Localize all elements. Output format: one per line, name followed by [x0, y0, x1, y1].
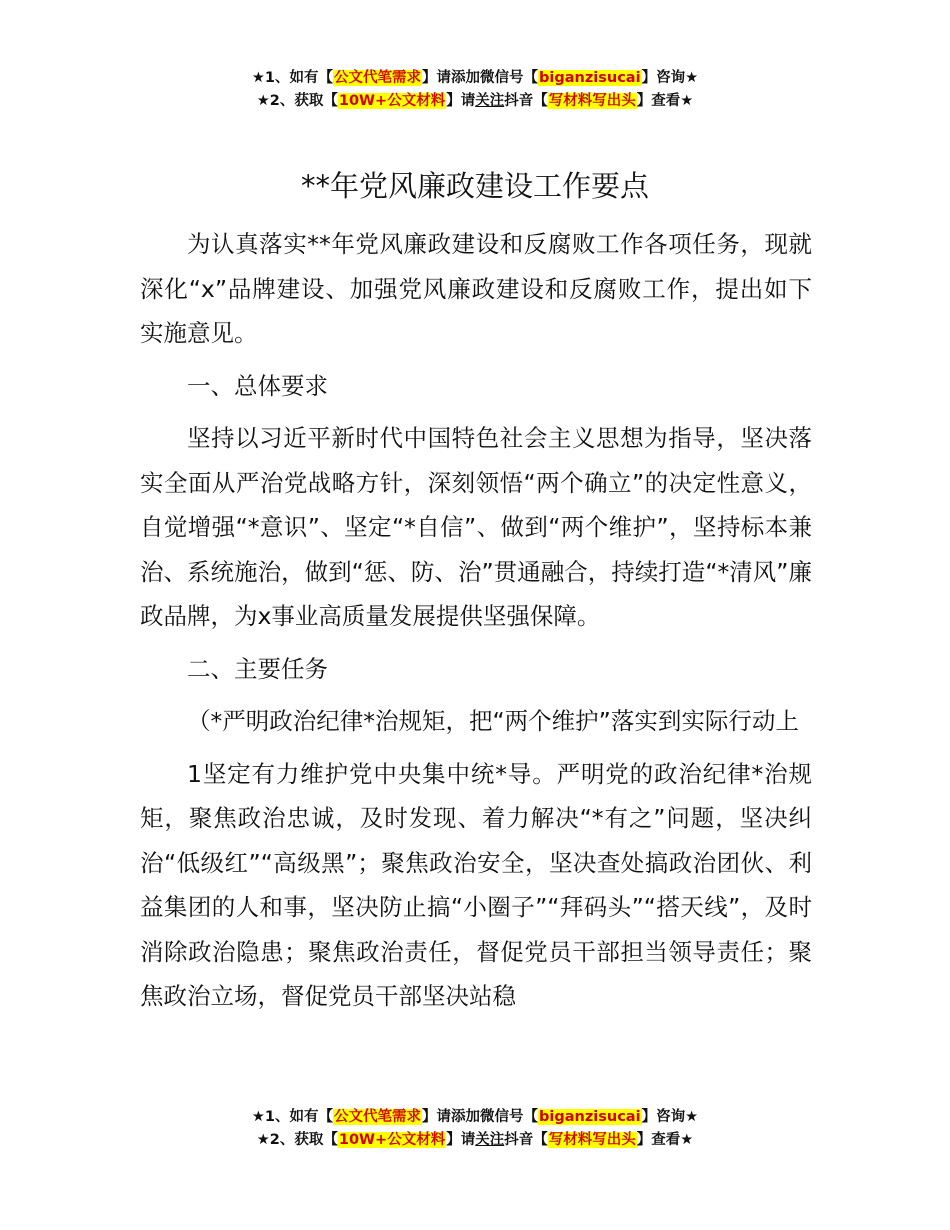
banner-line-1: [0, 1106, 950, 1129]
item-paragraph: 1坚定有力维护党中央集中统*导。严明党的政治纪律*治规矩，聚焦政治忠诚，及时发现、着力解决“*有之”问题，坚决纠治“低级红”“高级黑”；聚焦政治安全，坚决查处搞政治团伙、利益集团的人和事，坚决防止搞“小圈子”“拜码头”“搭天线”，及时消除政治隐患；聚焦政治责任，督促党员干部担当领导责任；聚焦政治立场，督促党员干部坚决站稳: [140, 759, 812, 1010]
banner-text: 】请: [446, 1132, 476, 1148]
header-banner: [0, 67, 950, 113]
wechat-id-highlight: biganzisucai: [539, 70, 641, 86]
banner-text: 】查看★: [636, 1132, 694, 1148]
banner-highlight: 10W+公文材料: [338, 1132, 446, 1148]
douyin-id-highlight: 写材料写出头: [548, 93, 636, 109]
document-title: **年党风廉政建设工作要点: [300, 169, 649, 203]
banner-text: 】查看★: [636, 93, 694, 109]
banner-text: 】请: [446, 93, 476, 109]
banner-highlight: 公文代笔需求: [334, 1109, 422, 1125]
general-requirements-paragraph: 坚持以习近平新时代中国特色社会主义思想为指导，坚决落实全面从严治党战略方针，深刻领悟“两个确立”的决定性意义，自觉增强“*意识”、坚定“*自信”、做到“两个维护”，坚持标本兼治、系统施治，做到“惩、防、治”贯通融合，持续打造“*清风”廉政品牌，为x事业高质量发展提供坚强保障。: [140, 424, 812, 630]
footer-banner: [0, 1106, 950, 1152]
banner-text: ★2、获取【: [256, 93, 338, 109]
section-heading-general-requirements: 一、总体要求: [187, 371, 328, 400]
intro-paragraph: 为认真落实**年党风廉政建设和反腐败工作各项任务，现就深化“x”品牌建设、加强党风廉政建设和反腐败工作，提出如下实施意见。: [140, 230, 812, 347]
banner-line-1: [0, 67, 950, 90]
banner-text: 】请添加微信号【: [422, 1109, 539, 1125]
banner-text: 抖音【: [504, 93, 548, 109]
banner-text: 抖音【: [504, 1132, 548, 1148]
wechat-id-highlight: biganzisucai: [539, 1109, 641, 1125]
section-heading-main-tasks: 二、主要任务: [187, 654, 328, 683]
banner-highlight: 公文代笔需求: [334, 70, 422, 86]
banner-underlined-text: 关注: [475, 1132, 505, 1148]
banner-line-2: [0, 1129, 950, 1152]
banner-text: ★2、获取【: [256, 1132, 338, 1148]
banner-highlight: 10W+公文材料: [338, 93, 446, 109]
subsection-heading: （*严明政治纪律*治规矩，把“两个维护”落实到实际行动上: [187, 707, 799, 735]
banner-text: 】咨询★: [641, 1109, 699, 1125]
banner-text: 】请添加微信号【: [422, 70, 539, 86]
banner-text: ★1、如有【: [251, 70, 334, 86]
document-body: [140, 222, 812, 1019]
banner-text: 】咨询★: [641, 70, 699, 86]
banner-line-2: [0, 90, 950, 113]
douyin-id-highlight: 写材料写出头: [548, 1132, 636, 1148]
banner-text: ★1、如有【: [251, 1109, 334, 1125]
banner-underlined-text: 关注: [475, 93, 505, 109]
